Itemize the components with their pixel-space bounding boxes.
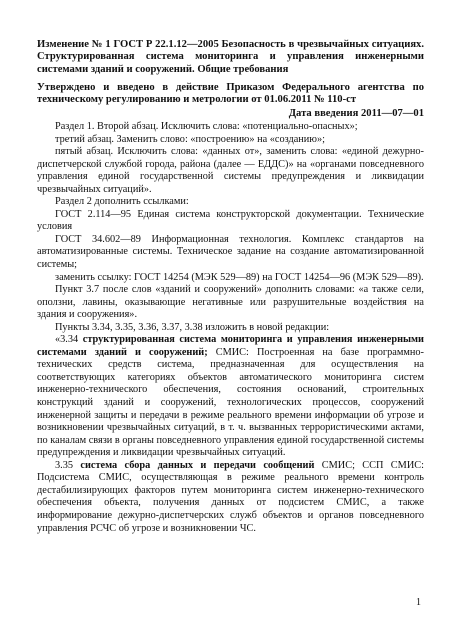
definition-number: 3.35 xyxy=(55,459,81,471)
paragraph: Раздел 1. Второй абзац. Исключить слова: «потенциально-опасных»; xyxy=(55,121,358,132)
page-number: 1 xyxy=(416,597,421,608)
document-body xyxy=(37,121,424,535)
paragraph: Раздел 2 дополнить ссылками: xyxy=(55,196,189,208)
effective-date: Дата введения 2011—07—01 xyxy=(288,108,424,120)
document-header xyxy=(37,39,424,121)
approval-statement: Утверждено и введено в действие Приказом Федерального агентства по техническому регулированию и метрологии от 01.06.2011 № 110-ст xyxy=(37,81,424,106)
paragraph: Пункт 3.7 после слов «зданий и сооружений» дополнить словами: «а также сели, оползни, лавины, оказывающие негативные или разрушительные воздействия на здания и сооружения». xyxy=(37,284,424,321)
definition-term: структурированная система мониторинга и управления инженерными системами зданий и сооружений; xyxy=(37,334,424,358)
definition-term: система сбора данных и передачи сообщений xyxy=(80,459,315,471)
definition-3-34 xyxy=(37,334,424,459)
amendment-title: Изменение № 1 ГОСТ Р 22.1.12—2005 Безопасность в чрезвычайных ситуациях. Структурированная система мониторинга и управления инженерными системами зданий и сооружений. Общие требования xyxy=(37,39,424,75)
definition-number: «3.34 xyxy=(55,334,83,346)
paragraph: ГОСТ 34.602—89 Информационная технология. Комплекс стандартов на автоматизированные системы. Техническое задание на создание автоматизированной системы; xyxy=(37,233,424,271)
definition-text: СМИС: Построенная на базе программно-технических средств система, предназначенная для осуществления на соответствующих категориях объектов автоматического мониторинга систем инженерно-технического обеспечения, состояния оснований, строительных конструкций зданий и сооружений, технологических процессов, сооружений инженерной защиты и передачи в режиме реального времени информации об угрозе и возникновении чрезвычайных ситуаций, в т. ч. вызванных террористическими актами, по каналам связи в органы повседневного управления единой государственной системы предупреждения и ликвидации чрезвычайных ситуаций. xyxy=(37,346,424,459)
definition-3-35 xyxy=(37,460,424,535)
paragraph: Пункты 3.34, 3.35, 3.36, 3.37, 3.38 изложить в новой редакции: xyxy=(55,321,330,333)
paragraph: третий абзац. Заменить слово: «построению» на «созданию»; xyxy=(55,133,326,145)
paragraph: ГОСТ 2.114—95 Единая система конструкторской документации. Технические условия xyxy=(37,208,424,233)
paragraph: заменить ссылку: ГОСТ 14254 (МЭК 529—89) на ГОСТ 14254—96 (МЭК 529—89). xyxy=(55,271,424,283)
paragraph: пятый абзац. Исключить слова: «данных от», заменить слова: «единой дежурно-диспетчерской службой города, района (далее — ЕДДС)» на «органами повседневного управления единой государственной системы предупреждения и ликвидации чрезвычайных ситуаций». xyxy=(37,146,424,195)
definition-text: СМИС; ССП СМИС: Подсистема СМИС, осуществляющая в режиме реального времени контроль дестабилизирующих факторов путем мониторинга систем инженерно-технического обеспечения объекта, получения данных от подсистем СМИС, а также информирование дежурно-диспетчерских служб объектов и органов повседневного управления РСЧС об угрозе и возникновении ЧС. xyxy=(37,459,424,534)
